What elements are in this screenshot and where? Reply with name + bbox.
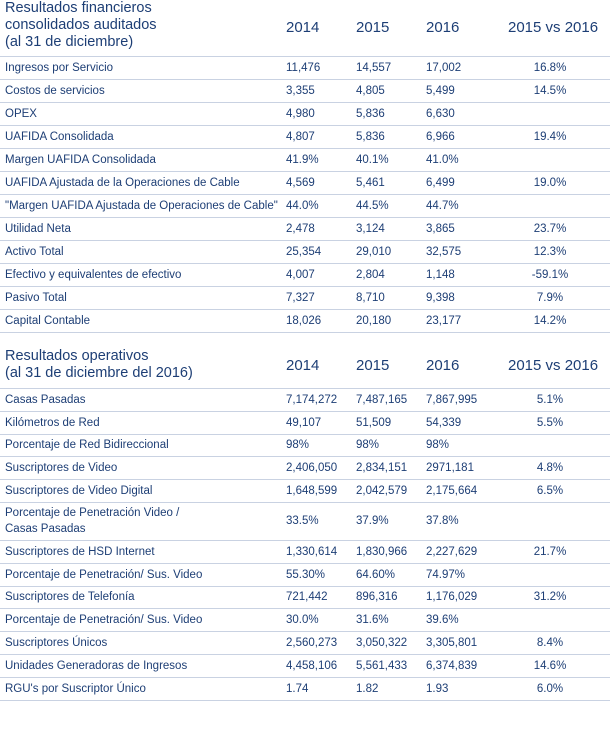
- table-row: [0, 435, 610, 458]
- table-row: [0, 172, 610, 195]
- value-cell: 30.0%: [286, 614, 319, 627]
- change-cell: -59.1%: [531, 269, 569, 281]
- value-cell: 5,836: [356, 131, 385, 143]
- value-cell: 17,002: [426, 62, 462, 74]
- value-cell: 2,227,629: [426, 545, 478, 558]
- table-row: [0, 655, 610, 678]
- change-cell: 14.2%: [533, 315, 567, 327]
- table-row: [0, 241, 610, 264]
- value-cell: 1,176,029: [426, 591, 478, 604]
- value-cell: 6,374,839: [426, 659, 478, 672]
- table-body: [0, 389, 610, 701]
- table-row: [0, 412, 610, 435]
- value-cell: 33.5%: [286, 515, 319, 528]
- table-row: [0, 541, 610, 564]
- row-label: OPEX: [5, 108, 37, 120]
- value-cell: 5,461: [356, 177, 385, 189]
- change-cell: 14.6%: [533, 659, 567, 672]
- table-row: [0, 264, 610, 287]
- row-label: Suscriptores de Telefonía: [5, 591, 135, 604]
- value-cell: 1.74: [286, 682, 309, 695]
- table-row: [0, 609, 610, 632]
- value-cell: 98%: [356, 439, 380, 452]
- table-row: [0, 287, 610, 310]
- value-cell: 98%: [286, 439, 310, 452]
- column-header-2016: 2016: [426, 357, 460, 374]
- change-cell: 4.8%: [536, 462, 564, 475]
- value-cell: 6,966: [426, 131, 455, 143]
- change-cell: 7.9%: [536, 292, 564, 304]
- table-row: [0, 195, 610, 218]
- value-cell: 3,305,801: [426, 637, 478, 650]
- value-cell: 74.97%: [426, 568, 466, 581]
- row-label: Suscriptores de HSD Internet: [5, 545, 155, 558]
- value-cell: 3,124: [356, 223, 385, 235]
- value-cell: 44.5%: [356, 200, 389, 212]
- value-cell: 3,050,322: [356, 637, 408, 650]
- row-label: Suscriptores de Video: [5, 462, 118, 475]
- value-cell: 5,561,433: [356, 659, 408, 672]
- row-label: Suscriptores Únicos: [5, 637, 108, 650]
- row-label: Porcentaje de Red Bidireccional: [5, 439, 169, 452]
- value-cell: 14,557: [356, 62, 392, 74]
- row-label: Ingresos por Servicio: [5, 62, 114, 74]
- table-row: [0, 564, 610, 587]
- column-header-2015: 2015: [356, 357, 390, 374]
- table-row: [0, 149, 610, 172]
- change-cell: 19.4%: [533, 131, 567, 143]
- value-cell: 3,865: [426, 223, 455, 235]
- value-cell: 4,805: [356, 85, 385, 97]
- column-header-2016: 2016: [426, 19, 460, 36]
- row-label: Activo Total: [5, 246, 64, 258]
- row-label: Porcentaje de Penetración/ Sus. Video: [5, 614, 203, 627]
- row-label: Porcentaje de Penetración Video / Casas Pasadas: [5, 507, 180, 536]
- financial-results-table: [0, 0, 610, 333]
- value-cell: 2,406,050: [286, 462, 338, 475]
- table-row: [0, 678, 610, 701]
- value-cell: 4,569: [286, 177, 315, 189]
- column-header-2015: 2015: [356, 19, 390, 36]
- value-cell: 1.93: [426, 682, 449, 695]
- value-cell: 1,830,966: [356, 545, 408, 558]
- value-cell: 2971,181: [426, 462, 474, 475]
- value-cell: 7,867,995: [426, 393, 478, 406]
- table-header: [0, 346, 610, 389]
- column-header-change: 2015 vs 2016: [508, 19, 599, 36]
- value-cell: 18,026: [286, 315, 322, 327]
- table-row: [0, 310, 610, 333]
- value-cell: 5,499: [426, 85, 455, 97]
- value-cell: 37.8%: [426, 515, 459, 528]
- change-cell: 21.7%: [533, 545, 567, 558]
- table-row: [0, 632, 610, 655]
- row-label: Costos de servicios: [5, 85, 105, 97]
- row-label: RGU's por Suscriptor Único: [5, 682, 146, 695]
- table-row: [0, 126, 610, 149]
- table-title: Resultados operativos (al 31 de diciembre del 2016): [5, 348, 193, 381]
- change-cell: 12.3%: [533, 246, 567, 258]
- value-cell: 64.60%: [356, 568, 396, 581]
- operating-results-table: [0, 346, 610, 701]
- change-cell: 5.1%: [536, 393, 564, 406]
- change-cell: 19.0%: [533, 177, 567, 189]
- value-cell: 4,007: [286, 269, 315, 281]
- table-title: Resultados financieros consolidados auditados (al 31 de diciembre): [5, 0, 157, 50]
- table-row: [0, 103, 610, 126]
- row-label: Pasivo Total: [5, 292, 67, 304]
- value-cell: 31.6%: [356, 614, 389, 627]
- row-label: Casas Pasadas: [5, 393, 86, 406]
- change-cell: 23.7%: [533, 223, 567, 235]
- value-cell: 1.82: [356, 682, 379, 695]
- table-row: [0, 80, 610, 103]
- value-cell: 4,458,106: [286, 659, 338, 672]
- value-cell: 9,398: [426, 292, 455, 304]
- value-cell: 5,836: [356, 108, 385, 120]
- value-cell: 20,180: [356, 315, 392, 327]
- row-label: UAFIDA Consolidada: [5, 131, 114, 143]
- change-cell: 31.2%: [533, 591, 567, 604]
- value-cell: 7,327: [286, 292, 315, 304]
- change-cell: 6.5%: [536, 485, 564, 498]
- row-label: Margen UAFIDA Consolidada: [5, 154, 156, 166]
- column-header-change: 2015 vs 2016: [508, 357, 599, 374]
- table-row: [0, 503, 610, 541]
- value-cell: 3,355: [286, 85, 315, 97]
- value-cell: 49,107: [286, 416, 322, 429]
- row-label: Kilómetros de Red: [5, 416, 100, 429]
- change-cell: 6.0%: [536, 682, 564, 695]
- table-row: [0, 587, 610, 610]
- value-cell: 7,487,165: [356, 393, 408, 406]
- value-cell: 4,807: [286, 131, 315, 143]
- value-cell: 6,499: [426, 177, 455, 189]
- row-label: Porcentaje de Penetración/ Sus. Video: [5, 568, 203, 581]
- row-label: Unidades Generadoras de Ingresos: [5, 659, 188, 672]
- row-label: Utilidad Neta: [5, 223, 71, 235]
- value-cell: 2,560,273: [286, 637, 338, 650]
- value-cell: 41.0%: [426, 154, 459, 166]
- value-cell: 11,476: [286, 62, 321, 74]
- column-header-2014: 2014: [286, 357, 320, 374]
- value-cell: 39.6%: [426, 614, 459, 627]
- value-cell: 2,175,664: [426, 485, 478, 498]
- table-row: [0, 57, 610, 80]
- value-cell: 44.0%: [286, 200, 319, 212]
- value-cell: 44.7%: [426, 200, 459, 212]
- row-label: Efectivo y equivalentes de efectivo: [5, 269, 182, 281]
- value-cell: 54,339: [426, 416, 462, 429]
- value-cell: 2,478: [286, 223, 315, 235]
- value-cell: 896,316: [356, 591, 398, 604]
- change-cell: 8.4%: [536, 637, 564, 650]
- table-header: [0, 0, 610, 57]
- row-label: UAFIDA Ajustada de la Operaciones de Cable: [5, 177, 240, 189]
- table-row: [0, 480, 610, 503]
- value-cell: 2,804: [356, 269, 385, 281]
- value-cell: 2,834,151: [356, 462, 408, 475]
- value-cell: 32,575: [426, 246, 462, 258]
- value-cell: 1,648,599: [286, 485, 338, 498]
- value-cell: 1,330,614: [286, 545, 338, 558]
- change-cell: 16.8%: [533, 62, 567, 74]
- value-cell: 23,177: [426, 315, 462, 327]
- value-cell: 51,509: [356, 416, 392, 429]
- value-cell: 25,354: [286, 246, 322, 258]
- value-cell: 98%: [426, 439, 450, 452]
- value-cell: 29,010: [356, 246, 392, 258]
- table-row: [0, 389, 610, 412]
- value-cell: 6,630: [426, 108, 455, 120]
- value-cell: 37.9%: [356, 515, 389, 528]
- value-cell: 55.30%: [286, 568, 326, 581]
- row-label: Capital Contable: [5, 315, 91, 327]
- value-cell: 8,710: [356, 292, 385, 304]
- table-row: [0, 457, 610, 480]
- table-body: [0, 57, 610, 333]
- row-label: Suscriptores de Video Digital: [5, 485, 153, 498]
- value-cell: 40.1%: [356, 154, 389, 166]
- change-cell: 5.5%: [536, 416, 564, 429]
- value-cell: 7,174,272: [286, 393, 338, 406]
- column-header-2014: 2014: [286, 19, 320, 36]
- change-cell: 14.5%: [533, 85, 567, 97]
- table-row: [0, 218, 610, 241]
- value-cell: 41.9%: [286, 154, 319, 166]
- value-cell: 1,148: [426, 269, 455, 281]
- value-cell: 2,042,579: [356, 485, 408, 498]
- value-cell: 721,442: [286, 591, 328, 604]
- value-cell: 4,980: [286, 108, 315, 120]
- row-label: "Margen UAFIDA Ajustada de Operaciones de Cable": [5, 200, 278, 212]
